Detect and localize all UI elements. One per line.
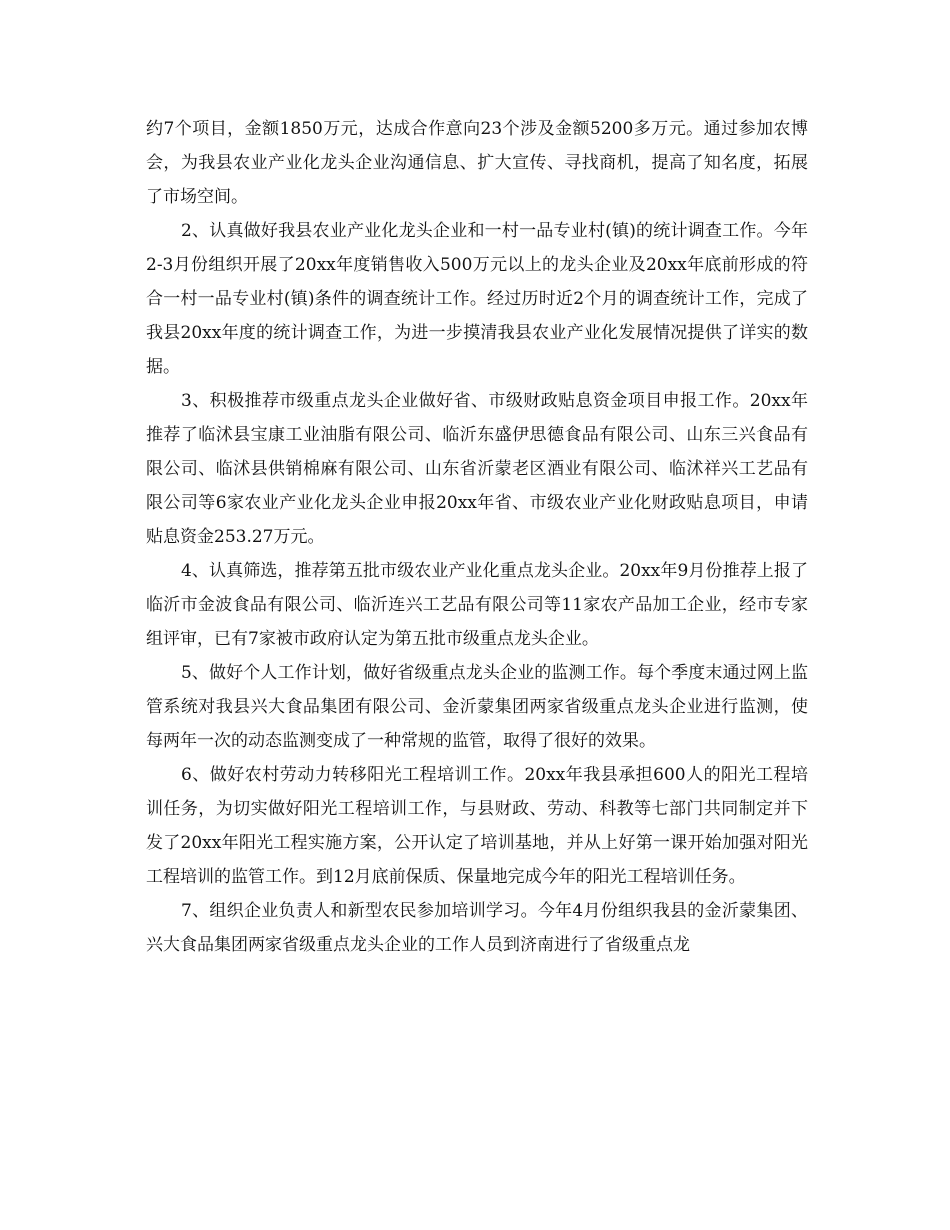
paragraph-item-7: 7、组织企业负责人和新型农民参加培训学习。今年4月份组织我县的金沂蒙集团、兴大食品集团两家省级重点龙头企业的工作人员到济南进行了省级重点龙 — [146, 901, 808, 955]
paragraph-item-2: 2、认真做好我县农业产业化龙头企业和一村一品专业村(镇)的统计调查工作。今年2-3月份组织开展了20xx年度销售收入500万元以上的龙头企业及20xx年底前形成的符合一村一品专业村(镇)条件的调查统计工作。经过历时近2个月的调查统计工作，完成了我县20xx年度的统计调查工作，为进一步摸清我县农业产业化发展情况提供了详实的数据。 — [146, 221, 808, 377]
paragraph-continuation: 约7个项目，金额1850万元，达成合作意向23个涉及金额5200多万元。通过参加农博会，为我县农业产业化龙头企业沟通信息、扩大宣传、寻找商机，提高了知名度，拓展了市场空间。 — [146, 119, 808, 207]
paragraph-item-5: 5、做好个人工作计划，做好省级重点龙头企业的监测工作。每个季度末通过网上监管系统对我县兴大食品集团有限公司、金沂蒙集团两家省级重点龙头企业进行监测，使每两年一次的动态监测变成了一种常规的监管，取得了很好的效果。 — [146, 663, 808, 751]
paragraph-item-4: 4、认真筛选，推荐第五批市级农业产业化重点龙头企业。20xx年9月份推荐上报了临沂市金波食品有限公司、临沂连兴工艺品有限公司等11家农产品加工企业，经市专家组评审，已有7家被市政府认定为第五批市级重点龙头企业。 — [146, 561, 808, 649]
paragraph-item-6: 6、做好农村劳动力转移阳光工程培训工作。20xx年我县承担600人的阳光工程培训任务，为切实做好阳光工程培训工作，与县财政、劳动、科教等七部门共同制定并下发了20xx年阳光工程实施方案，公开认定了培训基地，并从上好第一课开始加强对阳光工程培训的监管工作。到12月底前保质、保量地完成今年的阳光工程培训任务。 — [146, 765, 808, 887]
document-body — [146, 112, 808, 962]
paragraph-item-3: 3、积极推荐市级重点龙头企业做好省、市级财政贴息资金项目申报工作。20xx年推荐了临沭县宝康工业油脂有限公司、临沂东盛伊思德食品有限公司、山东三兴食品有限公司、临沭县供销棉麻有限公司、山东省沂蒙老区酒业有限公司、临沭祥兴工艺品有限公司等6家农业产业化龙头企业申报20xx年省、市级农业产业化财政贴息项目，申请贴息资金253.27万元。 — [146, 391, 808, 547]
